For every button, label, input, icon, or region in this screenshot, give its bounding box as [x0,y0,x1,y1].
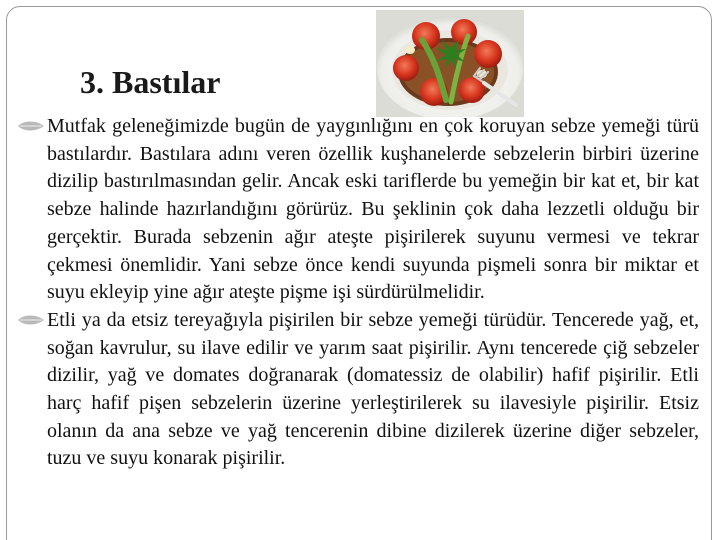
bullet-paragraph-1 [16,113,699,307]
basti-dish-photo [376,10,524,117]
leaf-bullet-icon [16,313,46,327]
slide-title: 3. Bastılar [80,64,221,100]
paragraph-text: Mutfak geleneğimizde bugün de yaygınlığını en çok koruyan sebze yemeği türü bastılardır. Bastılara adını veren özellik kuşhanelerde sebzelerin birbiri üzerine dizilip bastırılmasından gelir. Ancak eski tariflerde bu yemeğin bir kat et, bir kat sebze halinde hazırlandığını görürüz. Bu şeklinin çok daha lezzetli olduğu bir gerçektir. Burada sebzenin ağır ateşte pişirilerek suyunu vermesi ve tekrar çekmesi önemlidir. Yani sebze önce kendi suyunda pişmeli sonra bir miktar et suyu ekleyip yine ağır ateşte pişme işi sürdürülmelidir. [47,115,699,304]
bullet-paragraph-2 [16,307,699,473]
paragraph-text: Etli ya da etsiz tereyağıyla pişirilen bir sebze yemeği türüdür. Tencerede yağ, et, soğan kavrulur, su ilave edilir ve yarım saat pişirilir. Aynı tencerede çiğ sebzeler dizilir, yağ ve domates doğranarak (domatessiz de olabilir) hafif pişirilir. Etli harç hafif pişen sebzelerin üzerine yerleştirilerek su ilavesiyle pişirilir. Etsiz olanın da ana sebze ve yağ tencerenin dibine dizilerek üzerine diğer sebzeler, tuzu ve suyu konarak pişirilir. [47,308,699,470]
leaf-bullet-icon [16,119,46,133]
slide-body [16,113,699,473]
